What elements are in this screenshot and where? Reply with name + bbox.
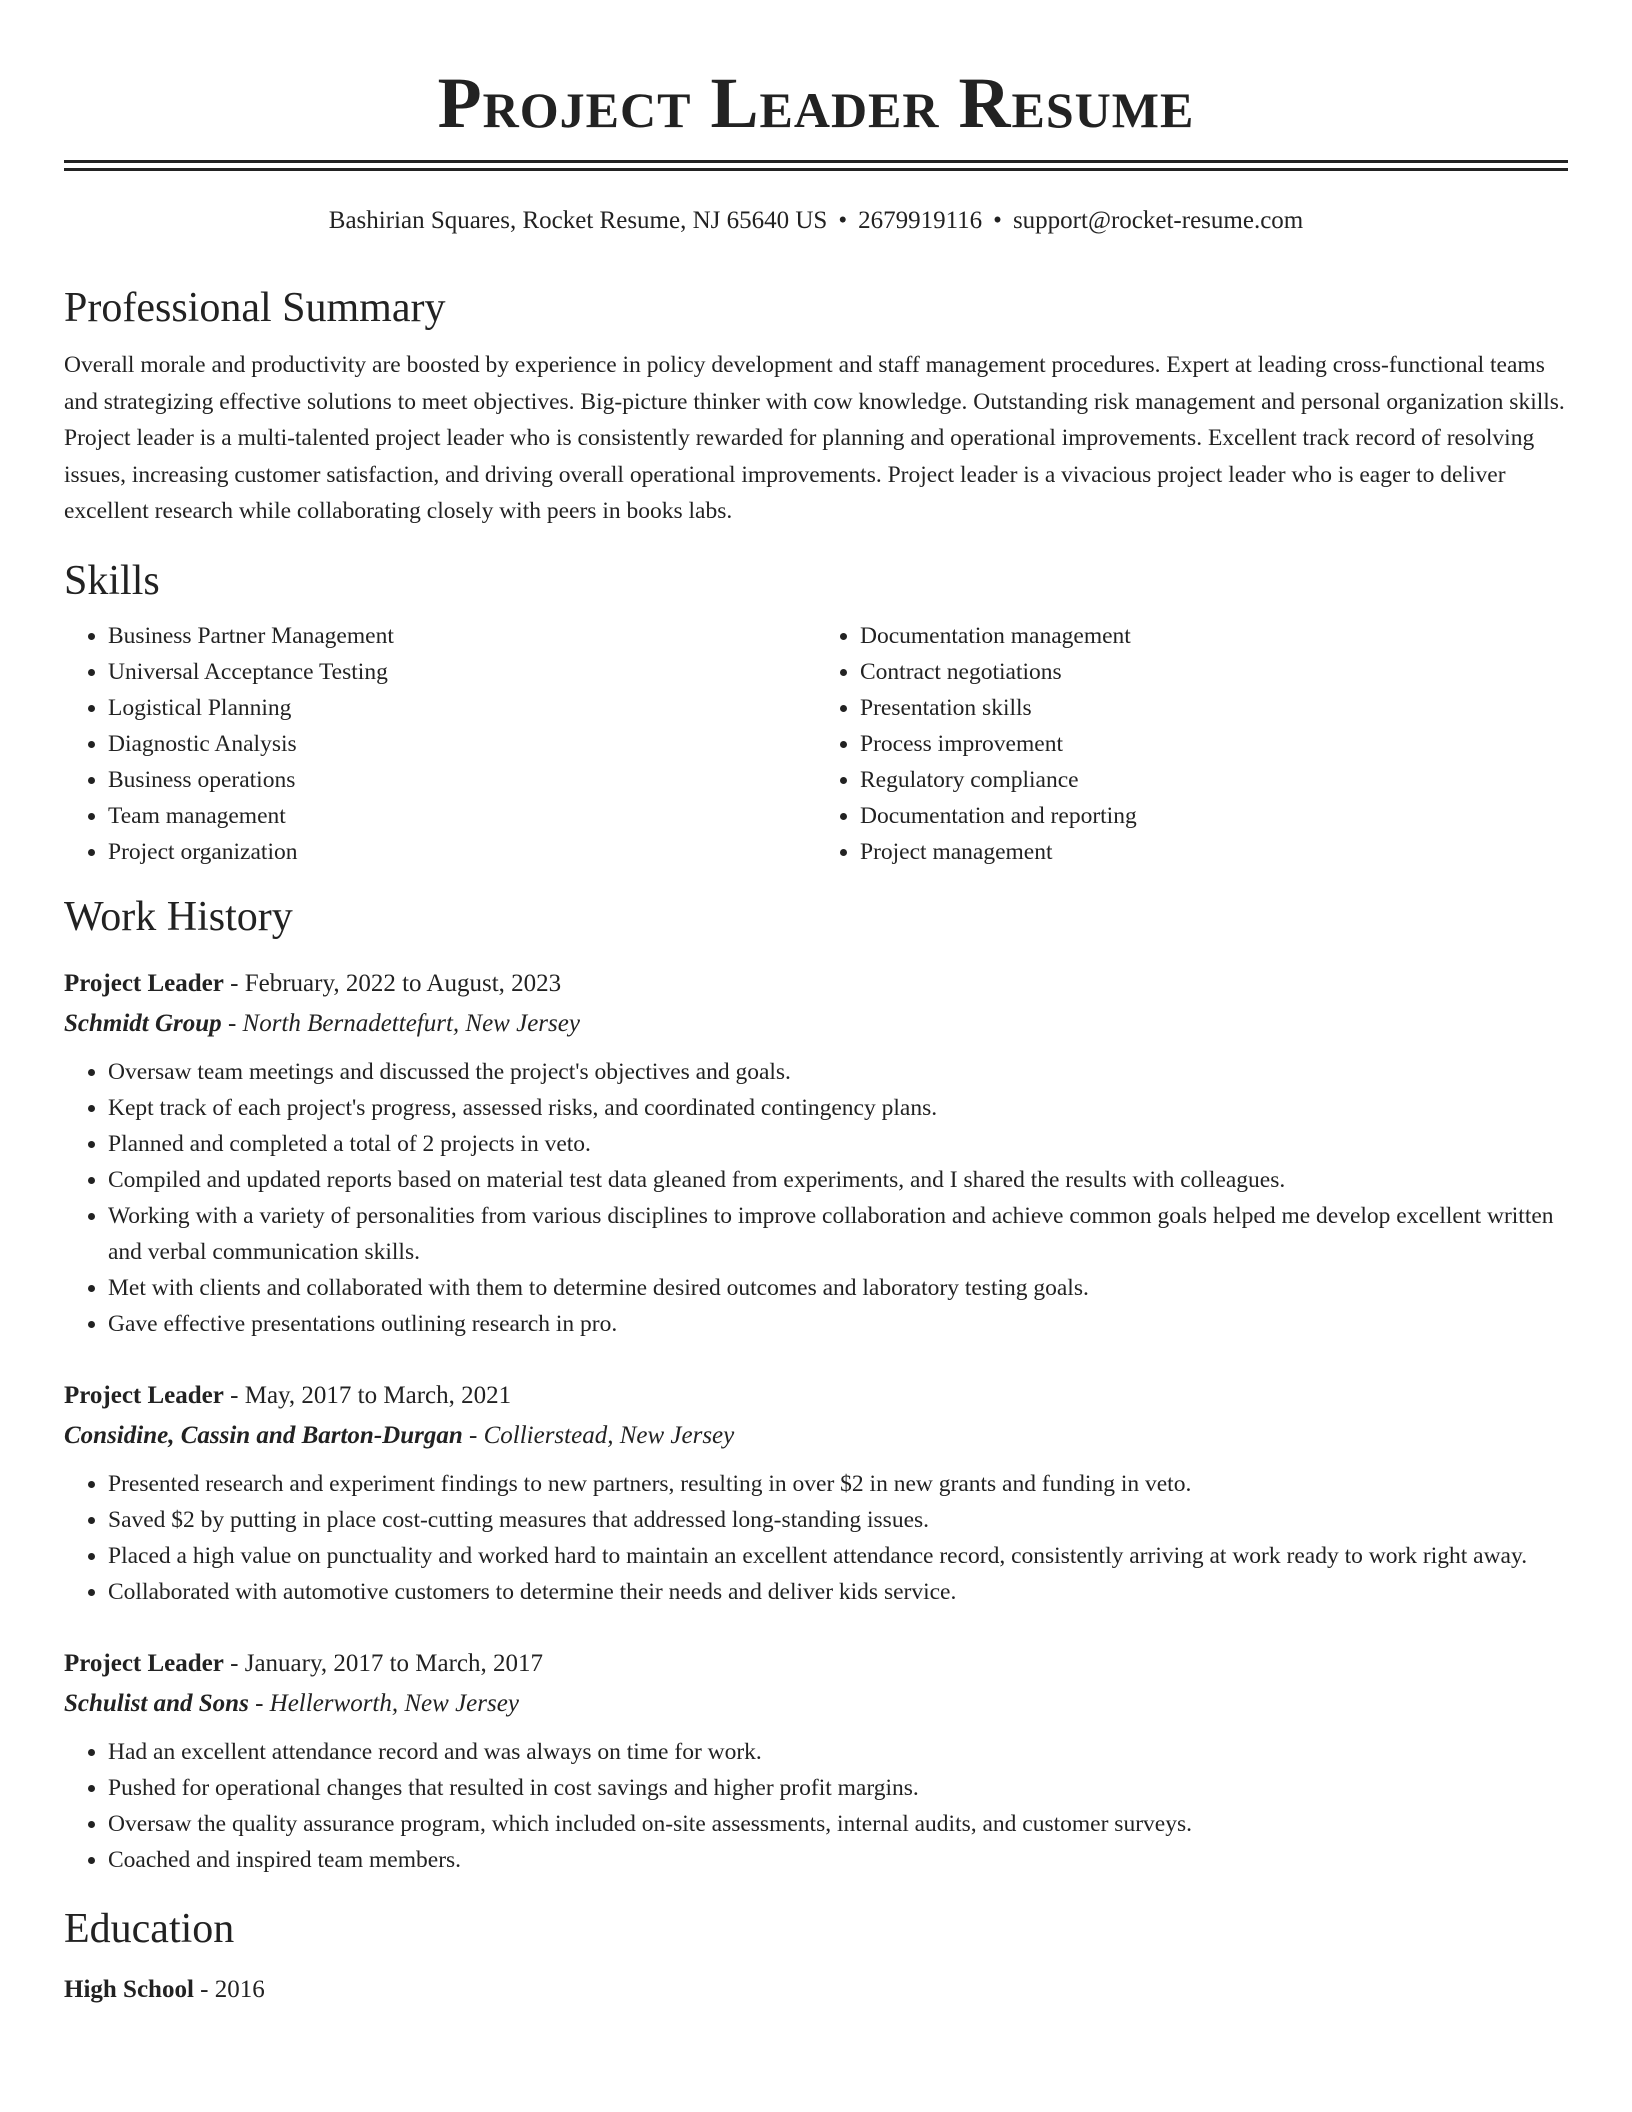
job-bullet: • Presented research and experiment findings to new partners, resulting in over $2 in new grants and funding in veto. (108, 1466, 1568, 1502)
job-title-line (64, 964, 1568, 1004)
job-bullet: • Planned and completed a total of 2 projects in veto. (108, 1126, 1568, 1162)
job-title-line (64, 1644, 1568, 1684)
job-company-line (64, 1684, 1568, 1724)
job-location: - North Bernadettefurt, New Jersey (221, 1009, 580, 1037)
job-title-line (64, 1376, 1568, 1416)
job-bullet: • Working with a variety of personalities from various disciplines to improve collaboration and achieve common goals helped me develop excellent written and verbal communication skills. (108, 1198, 1568, 1270)
job-bullet: • Pushed for operational changes that resulted in cost savings and higher profit margins. (108, 1770, 1568, 1806)
skill-item: • Project management (860, 834, 1568, 870)
job-entry (64, 964, 1568, 1342)
resume-title: Project Leader Resume (437, 63, 1195, 143)
skill-item: • Logistical Planning (108, 690, 816, 726)
job-bullet: • Oversaw team meetings and discussed the project's objectives and goals. (108, 1054, 1568, 1090)
job-entry (64, 1376, 1568, 1610)
skill-item: • Project organization (108, 834, 816, 870)
job-bullet: • Met with clients and collaborated with them to determine desired outcomes and laboratory testing goals. (108, 1270, 1568, 1306)
job-bullets (64, 1734, 1568, 1878)
education-heading: Education (64, 1905, 235, 1952)
contact-separator: • (838, 207, 848, 234)
skill-item: • Documentation management (860, 618, 1568, 654)
summary-text: Overall morale and productivity are boosted by experience in policy development and staff management procedures. Expert at leading cross-functional teams and strategizing effective solutions to meet objectives. Big-picture thinker with cow knowledge. Outstanding risk management and personal organization skills. Project leader is a multi-talented project leader who is consistently rewarded for planning and operational improvements. Excellent track record of resolving issues, increasing customer satisfaction, and driving overall operational improvements. Project leader is a vivacious project leader who is eager to deliver excellent research while collaborating closely with peers in books labs. (64, 352, 1565, 524)
job-dates: - February, 2022 to August, 2023 (223, 969, 562, 997)
skill-item: • Diagnostic Analysis (108, 726, 816, 762)
skill-item: • Regulatory compliance (860, 762, 1568, 798)
job-company: Schulist and Sons (64, 1689, 249, 1717)
skill-item: • Universal Acceptance Testing (108, 654, 816, 690)
education-degree: High School (64, 1975, 194, 2003)
job-company-line (64, 1004, 1568, 1044)
job-bullet: • Oversaw the quality assurance program, which included on-site assessments, internal audits, and customer surveys. (108, 1806, 1568, 1842)
skill-item: • Documentation and reporting (860, 798, 1568, 834)
job-bullets (64, 1466, 1568, 1610)
skill-item: • Business Partner Management (108, 618, 816, 654)
job-bullet: • Kept track of each project's progress, assessed risks, and coordinated contingency plans. (108, 1090, 1568, 1126)
job-bullet: • Collaborated with automotive customers to determine their needs and deliver kids service. (108, 1574, 1568, 1610)
skills-columns (64, 618, 1568, 870)
job-bullet: • Compiled and updated reports based on material test data gleaned from experiments, and I shared the results with colleagues. (108, 1162, 1568, 1198)
job-bullet: • Had an excellent attendance record and was always on time for work. (108, 1734, 1568, 1770)
work-history-heading: Work History (64, 893, 293, 940)
job-bullets (64, 1054, 1568, 1342)
title-divider-bottom (64, 168, 1568, 171)
skill-item: • Process improvement (860, 726, 1568, 762)
education-entry (64, 1970, 1568, 2010)
contact-email[interactable]: support@rocket-resume.com (1012, 207, 1304, 234)
skill-item: • Business operations (108, 762, 816, 798)
job-bullet: • Coached and inspired team members. (108, 1842, 1568, 1878)
skill-item: • Presentation skills (860, 690, 1568, 726)
skill-item: • Team management (108, 798, 816, 834)
title-divider-top (64, 160, 1568, 163)
job-company: Schmidt Group (64, 1009, 222, 1037)
job-location: - Collierstead, New Jersey (462, 1421, 735, 1449)
job-company: Considine, Cassin and Barton-Durgan (64, 1421, 463, 1449)
skills-list-right (816, 618, 1568, 870)
resume-page (64, 0, 1568, 2010)
job-title: Project Leader (64, 1381, 224, 1409)
job-title: Project Leader (64, 1649, 224, 1677)
skill-item: • Contract negotiations (860, 654, 1568, 690)
job-dates: - May, 2017 to March, 2021 (223, 1381, 512, 1409)
job-bullet: • Saved $2 by putting in place cost-cutting measures that addressed long-standing issues. (108, 1502, 1568, 1538)
contact-phone: 2679919116 (858, 207, 983, 234)
contact-address: Bashirian Squares, Rocket Resume, NJ 65640 US (328, 207, 828, 234)
job-entry (64, 1644, 1568, 1878)
job-title: Project Leader (64, 969, 224, 997)
job-location: - Hellerworth, New Jersey (248, 1689, 519, 1717)
job-bullet: • Placed a high value on punctuality and worked hard to maintain an excellent attendance record, consistently arriving at work ready to work right away. (108, 1538, 1568, 1574)
contact-separator: • (993, 207, 1002, 234)
skills-list-left (64, 618, 816, 870)
job-company-line (64, 1416, 1568, 1456)
skills-heading: Skills (64, 557, 160, 604)
job-dates: - January, 2017 to March, 2017 (223, 1649, 544, 1677)
contact-line (64, 205, 1568, 237)
education-year: - 2016 (193, 1975, 265, 2003)
job-bullet: • Gave effective presentations outlining research in pro. (108, 1306, 1568, 1342)
summary-heading: Professional Summary (64, 285, 446, 331)
